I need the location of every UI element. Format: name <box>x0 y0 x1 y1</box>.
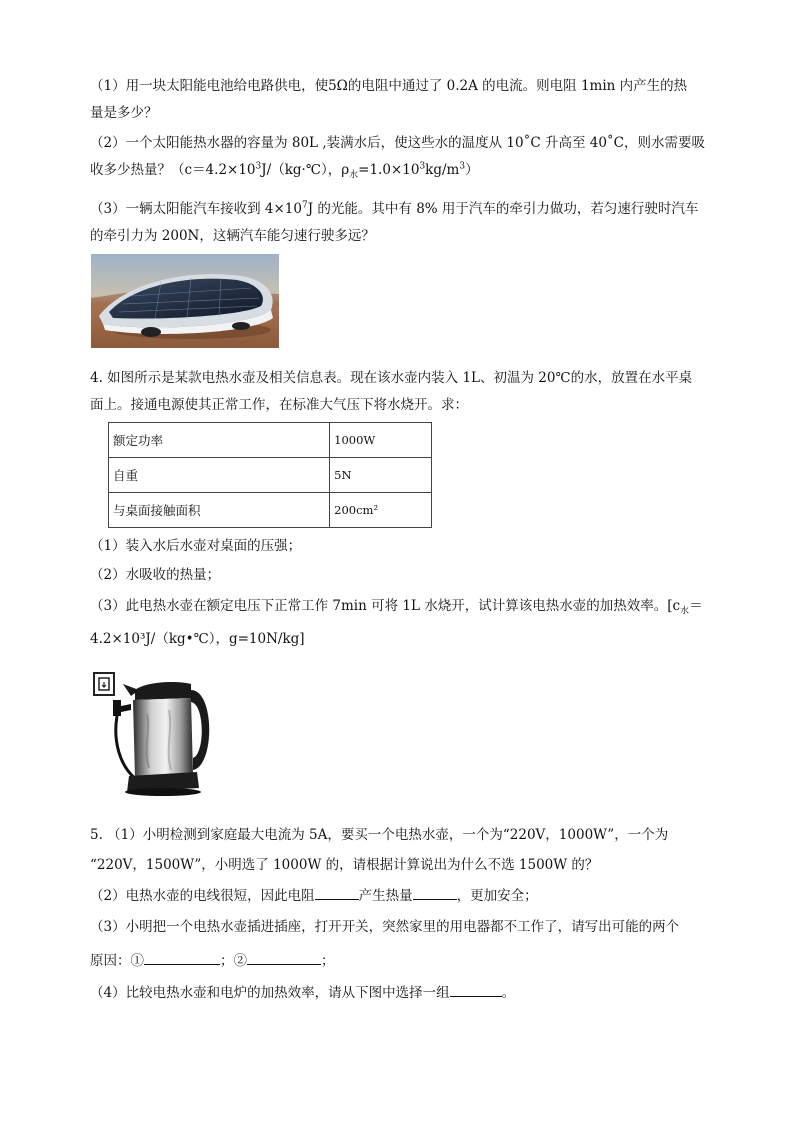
q4-line1: 4. 如图所示是某款电热水壶及相关信息表。现在该水壶内装入 1L、初温为 20℃的水，放置在水平桌 <box>90 370 693 386</box>
q5-sub3-text-c: ； <box>321 953 335 969</box>
q5-sub3-text-b: ；② <box>220 953 247 969</box>
electric-kettle-photo <box>91 670 215 798</box>
q5-sub2 <box>90 885 538 906</box>
table-row <box>109 423 432 458</box>
spec-value: 5N <box>330 458 432 493</box>
q3-sub2-line1: （2）一个太阳能热水器的容量为 80L ,装满水后，使这些水的温度从 10˚C 升高至 40˚C，则水需要吸 <box>90 135 705 151</box>
q5-line1: 5. （1）小明检测到家庭最大电流为 5A，要买一个电热水壶，一个为“220V，1000W”，一个为 <box>90 827 669 843</box>
q4-sub3-line1 <box>90 596 703 616</box>
q5-sub4-text-a: （4）比较电热水壶和电炉的加热效率，请从下图中选择一组 <box>90 985 450 1001</box>
q5-sub3-text-a: 原因：① <box>90 953 144 969</box>
q3-sub1-line1: （1）用一块太阳能电池给电路供电，使5Ω的电阻中通过了 0.2A 的电流。则电阻 1min 内产生的热 <box>90 78 688 94</box>
answer-blank[interactable] <box>144 950 220 965</box>
q5-sub4-text-b: 。 <box>501 985 516 1001</box>
q4-sub3-line2: 4.2×10³J/（kg•℃），g=10N/kg] <box>90 631 305 647</box>
q5-sub3-line2 <box>90 950 335 971</box>
solar-car-photo <box>91 254 279 348</box>
q5-sub2-text-a: （2）电热水壶的电线很短，因此电阻 <box>90 888 315 904</box>
q4-sub2: （2）水吸收的热量； <box>90 567 221 583</box>
q3-sub2-exp-3: 3 <box>459 161 466 172</box>
q3-sub2-text-i: ） <box>465 162 479 178</box>
answer-blank[interactable] <box>315 885 359 900</box>
answer-blank[interactable] <box>413 885 457 900</box>
q3-sub2-text-c: J/（kg·℃），ρ <box>261 162 350 178</box>
kettle-spec-table <box>108 422 432 528</box>
answer-blank[interactable] <box>450 982 502 997</box>
q5-sub4 <box>90 982 515 1003</box>
q5-sub3-line1: （3）小明把一个电热水壶插进插座，打开开关，突然家里的用电器都不工作了，请写出可能的两个 <box>90 919 680 935</box>
q3-sub2-line2 <box>90 160 479 180</box>
q5-line2: “220V，1500W”，小明选了 1000W 的，请根据计算说出为什么不选 1500W 的？ <box>90 857 599 873</box>
q3-sub2-rho-sub: 水 <box>349 170 359 181</box>
q3-sub2-exp-2: 3 <box>419 161 426 172</box>
spec-value: 1000W <box>330 423 432 458</box>
q4-sub1: （1）装入水后水壶对桌面的压强； <box>90 538 302 554</box>
spec-key: 与桌面接触面积 <box>109 493 330 528</box>
q5-sub2-text-c: ，更加安全； <box>456 888 538 904</box>
q3-sub2-exp-1: 3 <box>255 161 262 172</box>
table-row <box>109 458 432 493</box>
table-row <box>109 493 432 528</box>
q3-sub2-text-e: =1.0×10 <box>358 162 420 178</box>
q3-sub2-text-a: 收多少热量？（c＝4.2×10 <box>90 162 256 178</box>
q5-sub2-text-b: 产生热量 <box>358 888 413 904</box>
q3-sub3-text-c: J 的光能。其中有 8% 用于汽车的牵引力做功，若匀速行驶时汽车 <box>307 201 699 217</box>
q4-sub3-text-a: （3）此电热水壶在额定电压下正常工作 7min 可将 1L 水烧开，试计算该电热水壶的加热效率。[c <box>90 598 681 614</box>
spec-value: 200cm² <box>330 493 432 528</box>
q3-sub3-exp: 7 <box>301 200 308 211</box>
q4-sub3-text-c: ＝ <box>689 598 703 614</box>
spec-key: 自重 <box>109 458 330 493</box>
q3-sub3-text-a: （3）一辆太阳能汽车接收到 4×10 <box>90 201 302 217</box>
q4-sub3-c-sub: 水 <box>680 606 690 617</box>
q3-sub1-line2: 量是多少？ <box>90 105 158 121</box>
q3-sub2-text-g: kg/m <box>425 162 460 178</box>
spec-key: 额定功率 <box>109 423 330 458</box>
answer-blank[interactable] <box>247 950 321 965</box>
q4-line2: 面上。接通电源使其正常工作，在标准大气压下将水烧开。求： <box>90 397 468 413</box>
q3-sub3-line1 <box>90 199 698 219</box>
q3-sub3-line2: 的牵引力为 200N，这辆汽车能匀速行驶多远？ <box>90 228 375 244</box>
